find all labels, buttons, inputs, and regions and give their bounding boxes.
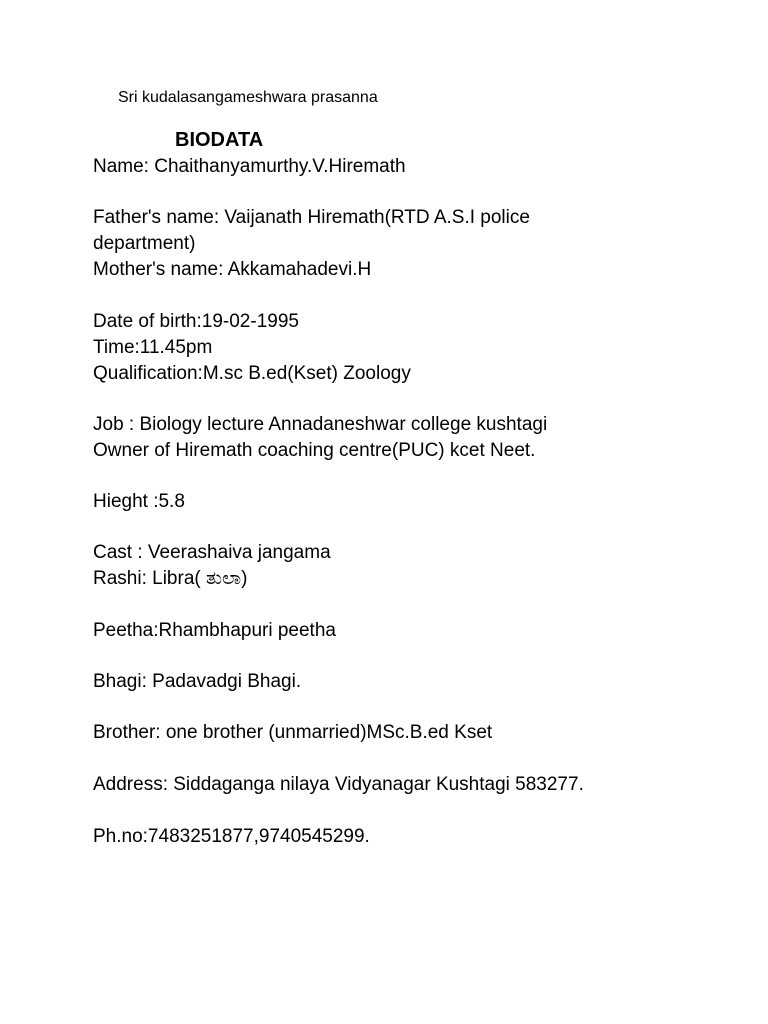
address-field: Address: Siddaganga nilaya Vidyanagar Kushtagi 583277. (93, 774, 584, 795)
brother-field: Brother: one brother (unmarried)MSc.B.ed Kset (93, 722, 493, 743)
peetha-field: Peetha:Rhambhapuri peetha (93, 620, 336, 641)
father-field: Father's name: Vaijanath Hiremath(RTD A.S.I police department) (93, 207, 530, 254)
time-field: Time:11.45pm (93, 337, 213, 358)
owner-field: Owner of Hiremath coaching centre(PUC) kcet Neet. (93, 440, 536, 461)
job-field: Job : Biology lecture Annadaneshwar college kushtagi (93, 414, 548, 435)
document-title: BIODATA (175, 129, 264, 151)
height-field: Hieght :5.8 (93, 491, 185, 512)
bhagi-field: Bhagi: Padavadgi Bhagi. (93, 671, 302, 692)
dob-field: Date of birth:19-02-1995 (93, 311, 299, 332)
cast-field: Cast : Veerashaiva jangama (93, 542, 331, 563)
mother-field: Mother's name: Akkamahadevi.H (93, 259, 372, 280)
qualification-field: Qualification:M.sc B.ed(Kset) Zoology (93, 363, 411, 384)
rashi-field: Rashi: Libra( ತುಲಾ) (93, 568, 248, 589)
name-field: Name: Chaithanyamurthy.V.Hiremath (93, 156, 406, 177)
invocation-line: Sri kudalasangameshwara prasanna (118, 89, 378, 106)
phone-field: Ph.no:7483251877,9740545299. (93, 826, 370, 847)
